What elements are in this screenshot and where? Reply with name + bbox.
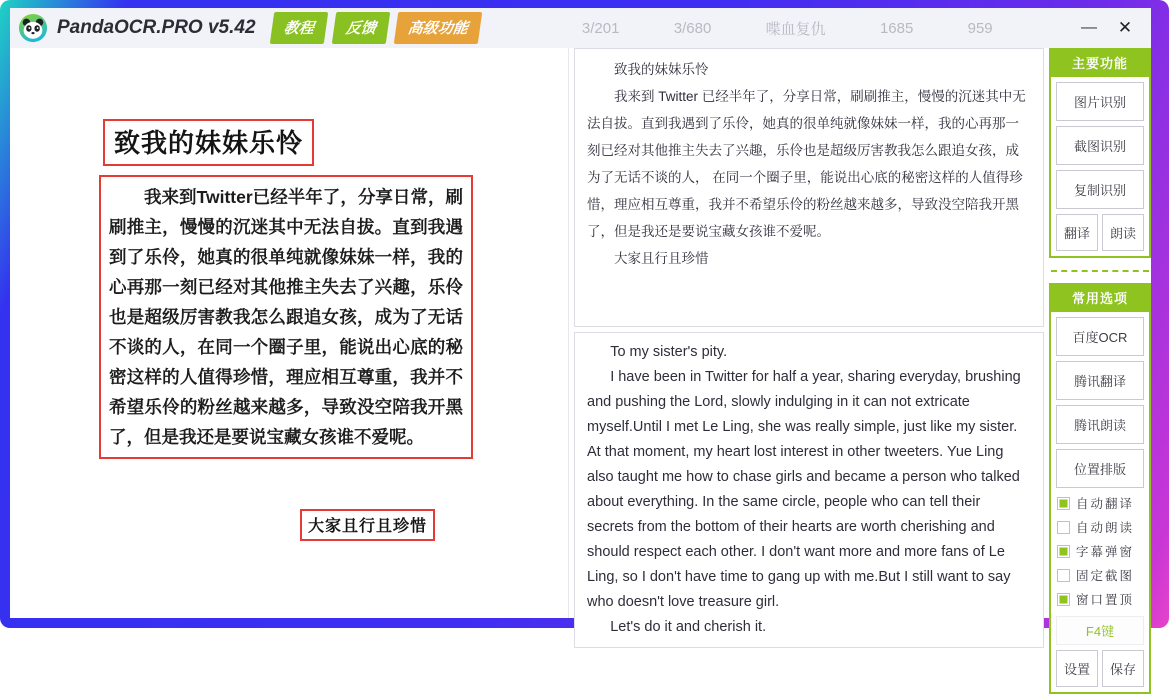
read-aloud-button[interactable]: 朗读	[1102, 214, 1144, 251]
main-functions-section	[1049, 48, 1151, 258]
translation-line1: To my sister's pity.	[610, 344, 728, 360]
image-recognition-button[interactable]: 图片识别	[1056, 82, 1144, 121]
tencent-translate-button[interactable]: 腾讯翻译	[1056, 361, 1144, 400]
translation-textarea[interactable]	[574, 332, 1044, 648]
app-title: PandaOCR.PRO v5.42	[57, 17, 256, 38]
translate-read-row	[1056, 214, 1144, 251]
ocr-result-footer-line: 大家且行且珍惜	[614, 251, 709, 266]
tutorial-button[interactable]: 教程	[269, 12, 328, 44]
fixed-screenshot-checkbox[interactable]	[1057, 569, 1070, 582]
auto-read-checkbox[interactable]	[1057, 521, 1070, 534]
auto-read-label: 自动朗读	[1076, 521, 1135, 535]
counter-1: 3/201	[581, 19, 620, 37]
clipboard-recognition-button[interactable]: 复制识别	[1056, 170, 1144, 209]
status-counters	[528, 18, 1047, 39]
ocr-result-paragraph: 我来到 Twitter 已经半年了，分享日常，刷刷推主，慢慢的沉迷其中无法自拔。直到我遇到了乐伶，她真的很单纯就像妹妹一样，我的心再那一刻已经对其他推主失去了兴趣，乐伶也是超级厉害教我怎么跟追女孩，成为了无话不谈的人， 在同一个圈子里，能说出心底的秘密这样的人值得珍惜，理应相互尊重，我并不希望乐伶的粉丝越来越多，导致没空陪我开黑了，但是我还是要说宝藏女孩谁不爱呢。	[587, 89, 1026, 239]
subtitle-popup-checkbox-row[interactable]	[1057, 542, 1149, 560]
ocr-result-textarea[interactable]	[574, 48, 1044, 327]
save-button[interactable]: 保存	[1102, 650, 1144, 687]
text-panels-column	[569, 48, 1049, 635]
settings-save-row	[1056, 650, 1144, 687]
ocr-region-title: 致我的妹妹乐怜	[103, 119, 314, 166]
counter-label: 喋血复仇	[765, 20, 826, 38]
screenshot-recognition-button[interactable]: 截图识别	[1056, 126, 1144, 165]
baidu-ocr-button[interactable]: 百度OCR	[1056, 317, 1144, 356]
counter-4: 959	[967, 19, 993, 37]
ocr-region-paragraph: 我来到Twitter已经半年了，分享日常，刷刷推主，慢慢的沉迷其中无法自拔。直到我遇到了乐伶，她真的很单纯就像妹妹一样，我的心再那一刻已经对其他推主失去了兴趣，乐伶也是超级厉害教我怎么跟追女孩，成为了无话不谈的人，在同一个圈子里，能说出心底的秘密这样的人值得珍惜，理应相互尊重，我并不希望乐伶的粉丝越来越多，导致没空陪我开黑了，但是我还是要说宝藏女孩谁不爱呢。	[99, 175, 473, 459]
fixed-screenshot-label: 固定截图	[1076, 569, 1135, 583]
layout-position-button[interactable]: 位置排版	[1056, 449, 1144, 488]
auto-translate-label: 自动翻译	[1076, 497, 1135, 511]
advanced-features-button[interactable]: 高级功能	[393, 12, 482, 44]
main-content	[10, 48, 1151, 677]
window-on-top-checkbox-row[interactable]	[1057, 590, 1149, 608]
source-image-panel	[10, 48, 569, 618]
section-separator	[1051, 270, 1149, 272]
titlebar	[10, 8, 1151, 48]
app-window	[10, 8, 1151, 677]
tencent-tts-button[interactable]: 腾讯朗读	[1056, 405, 1144, 444]
ocr-region-footer: 大家且行且珍惜	[300, 509, 435, 541]
ocr-result-title-line: 致我的妹妹乐怜	[614, 62, 709, 77]
counter-2: 3/680	[673, 19, 712, 37]
auto-read-checkbox-row[interactable]	[1057, 518, 1149, 536]
close-button[interactable]: ✕	[1117, 18, 1133, 37]
window-on-top-checkbox[interactable]	[1057, 593, 1070, 606]
main-functions-header: 主要功能	[1051, 50, 1149, 77]
counter-3: 1685	[879, 19, 914, 37]
auto-translate-checkbox[interactable]	[1057, 497, 1070, 510]
panda-logo-icon	[18, 13, 48, 43]
auto-translate-checkbox-row[interactable]	[1057, 494, 1149, 512]
translate-button[interactable]: 翻译	[1056, 214, 1098, 251]
fixed-screenshot-checkbox-row[interactable]	[1057, 566, 1149, 584]
settings-button[interactable]: 设置	[1056, 650, 1098, 687]
hotkey-field[interactable]: F4键	[1056, 616, 1144, 645]
common-options-header: 常用选项	[1051, 285, 1149, 312]
feedback-button[interactable]: 反馈	[331, 12, 390, 44]
sidebar	[1049, 48, 1151, 677]
minimize-button[interactable]: —	[1081, 19, 1097, 36]
translation-paragraph: I have been in Twitter for half a year, sharing everyday, brushing and pushing the Lord, slowly indulging in it can not extricate myself.Until I met Le Ling, she was really simple, just like my sister. At that moment, my heart lost interest in other tweeters. Yue Ling also taught me how to chase girls and became a person who talked about everything. In the same circle, people who can tell their secrets from the bottom of their hearts are worth cherishing and should respect each other. I don't want more and more fans of Le Ling, so I don't have time to gang up with me.But I still want to say who doesn't love treasure girl.	[587, 369, 1021, 610]
subtitle-popup-label: 字幕弹窗	[1076, 545, 1135, 559]
common-options-section	[1049, 283, 1151, 694]
subtitle-popup-checkbox[interactable]	[1057, 545, 1070, 558]
translation-line3: Let's do it and cherish it.	[610, 619, 767, 635]
window-on-top-label: 窗口置顶	[1076, 593, 1135, 607]
